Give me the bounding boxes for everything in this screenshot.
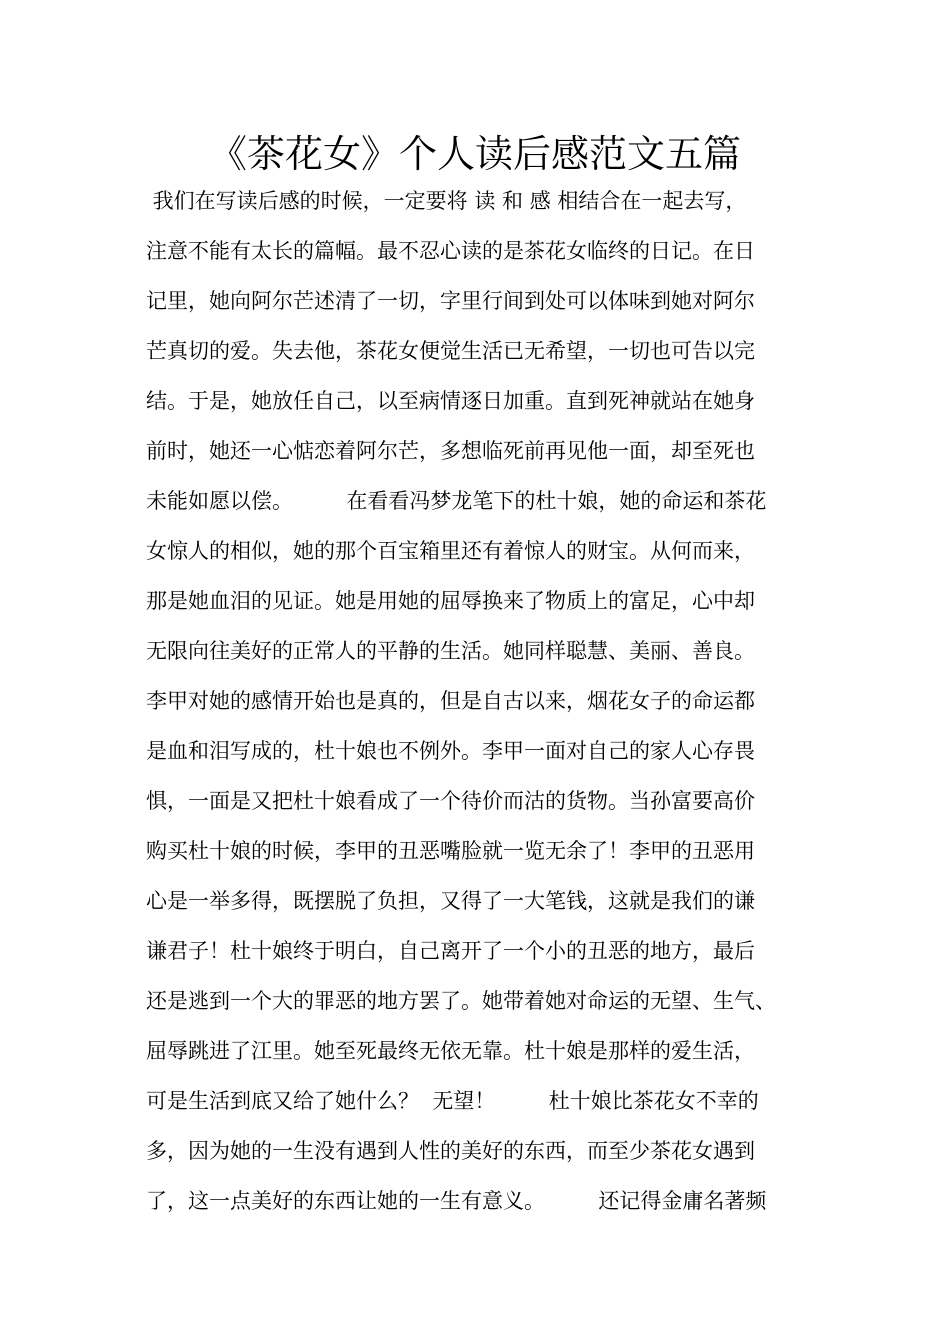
text-line: 前时，她还一心惦恋着阿尔芒，多想临死前再见他一面，却至死也	[146, 439, 755, 463]
text-line: 购买杜十娘的时候，李甲的丑恶嘴脸就一览无余了！李甲的丑恶用	[146, 839, 755, 863]
text-line: 结。于是，她放任自己，以至病情逐日加重。直到死神就站在她身	[146, 389, 755, 413]
text-line: 多，因为她的一生没有遇到人性的美好的东西，而至少茶花女遇到	[146, 1139, 755, 1163]
text-line: 芒真切的爱。失去他，茶花女便觉生活已无希望，一切也可告以完	[146, 339, 755, 363]
text-line: 谦君子！杜十娘终于明白，自己离开了一个小的丑恶的地方，最后	[146, 939, 755, 963]
text-line: 注意不能有太长的篇幅。最不忍心读的是茶花女临终的日记。在日	[146, 239, 755, 263]
text-line: 心是一举多得，既摆脱了负担，又得了一大笔钱，这就是我们的谦	[146, 889, 755, 913]
text-line: 我们在写读后感的时候，一定要将 读 和 感 相结合在一起去写，	[146, 189, 747, 213]
text-line: 女惊人的相似，她的那个百宝箱里还有着惊人的财宝。从何而来，	[146, 539, 755, 563]
document-title: 《茶花女》个人读后感范文五篇	[208, 132, 741, 176]
text-line: 无限向往美好的正常人的平静的生活。她同样聪慧、美丽、善良。	[146, 639, 755, 663]
text-line: 惧，一面是又把杜十娘看成了一个待价而沽的货物。当孙富要高价	[146, 789, 755, 813]
text-line: 未能如愿以偿。 在看看冯梦龙笔下的杜十娘，她的命运和茶花	[146, 489, 767, 513]
text-line: 可是生活到底又给了她什么？ 无望！ 杜十娘比茶花女不幸的	[146, 1089, 759, 1113]
text-line: 屈辱跳进了江里。她至死最终无依无靠。杜十娘是那样的爱生活，	[146, 1039, 755, 1063]
text-line: 李甲对她的感情开始也是真的，但是自古以来，烟花女子的命运都	[146, 689, 755, 713]
text-line: 那是她血泪的见证。她是用她的屈辱换来了物质上的富足，心中却	[146, 589, 755, 613]
document-body	[146, 184, 846, 1234]
text-line: 记里，她向阿尔芒述清了一切，字里行间到处可以体味到她对阿尔	[146, 289, 755, 313]
text-line: 是血和泪写成的，杜十娘也不例外。李甲一面对自己的家人心存畏	[146, 739, 755, 763]
text-line: 了，这一点美好的东西让她的一生有意义。 还记得金庸名著频	[146, 1189, 767, 1213]
text-line: 还是逃到一个大的罪恶的地方罢了。她带着她对命运的无望、生气、	[146, 989, 776, 1013]
